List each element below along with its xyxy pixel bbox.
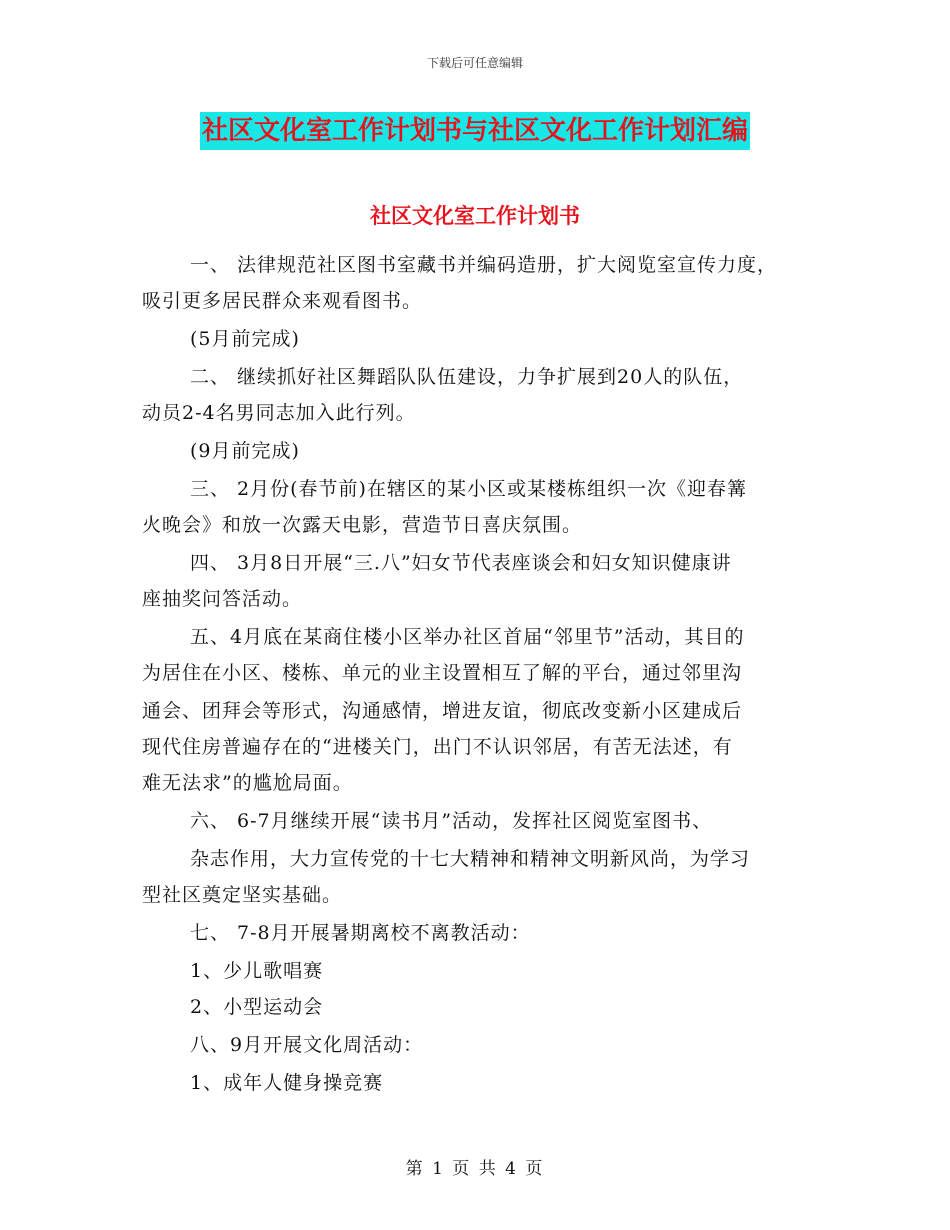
body-line: 2、小型运动会 (190, 996, 324, 1018)
sub-title: 社区文化室工作计划书 (370, 204, 580, 228)
body-line: 型社区奠定坚实基础。 (142, 884, 343, 906)
body-line: 1、成年人健身操竞赛 (190, 1072, 384, 1094)
body-line: 五、4月底在某商住楼小区举办社区首届“邻里节”活动，其目的 (190, 626, 745, 648)
body-line: 四、 3月8日开展“三.八”妇女节代表座谈会和妇女知识健康讲 (190, 552, 732, 574)
body-line: 二、 继续抓好社区舞蹈队队伍建设，力争扩展到20人的队伍， (190, 366, 744, 388)
body-line: 座抽奖问答活动。 (142, 588, 303, 610)
body-line: 一、 法律规范社区图书室藏书并编码造册，扩大阅览室宣传力度， (190, 254, 778, 276)
main-title-wrap (0, 112, 950, 150)
body-line: (5月前完成) (190, 328, 300, 350)
body-line: 为居住在小区、楼栋、单元的业主设置相互了解的平台，通过邻里沟 (142, 662, 743, 684)
body-line: 吸引更多居民群众来观看图书。 (142, 290, 423, 312)
page-number: 第 1 页 共 4 页 (405, 1159, 545, 1179)
body-line: (9月前完成) (190, 440, 300, 462)
body-line: 难无法求”的尴尬局面。 (142, 772, 353, 794)
body-line: 现代住房普遍存在的“进楼关门，出门不认识邻居，有苦无法述，有 (142, 736, 733, 758)
body-line: 1、少儿歌唱赛 (190, 960, 324, 982)
body-line: 八、9月开展文化周活动： (190, 1034, 424, 1056)
body-line: 动员2-4名男同志加入此行列。 (142, 402, 416, 424)
body-line: 杂志作用，大力宣传党的十七大精神和精神文明新风尚，为学习 (190, 848, 751, 870)
main-title: 社区文化室工作计划书与社区文化工作计划汇编 (200, 112, 750, 150)
body-line: 七、 7-8月开展暑期离校不离教活动： (190, 922, 531, 944)
header-note: 下载后可任意编辑 (426, 56, 523, 70)
body-line: 三、 2月份(春节前)在辖区的某小区或某楼栋组织一次《迎春篝 (190, 478, 747, 500)
body-line: 火晚会》和放一次露天电影，营造节日喜庆氛围。 (142, 514, 583, 536)
body-line: 通会、团拜会等形式，沟通感情，增进友谊，彻底改变新小区建成后 (142, 700, 743, 722)
body-line: 六、 6-7月继续开展“读书月”活动，发挥社区阅览室图书、 (190, 810, 713, 832)
